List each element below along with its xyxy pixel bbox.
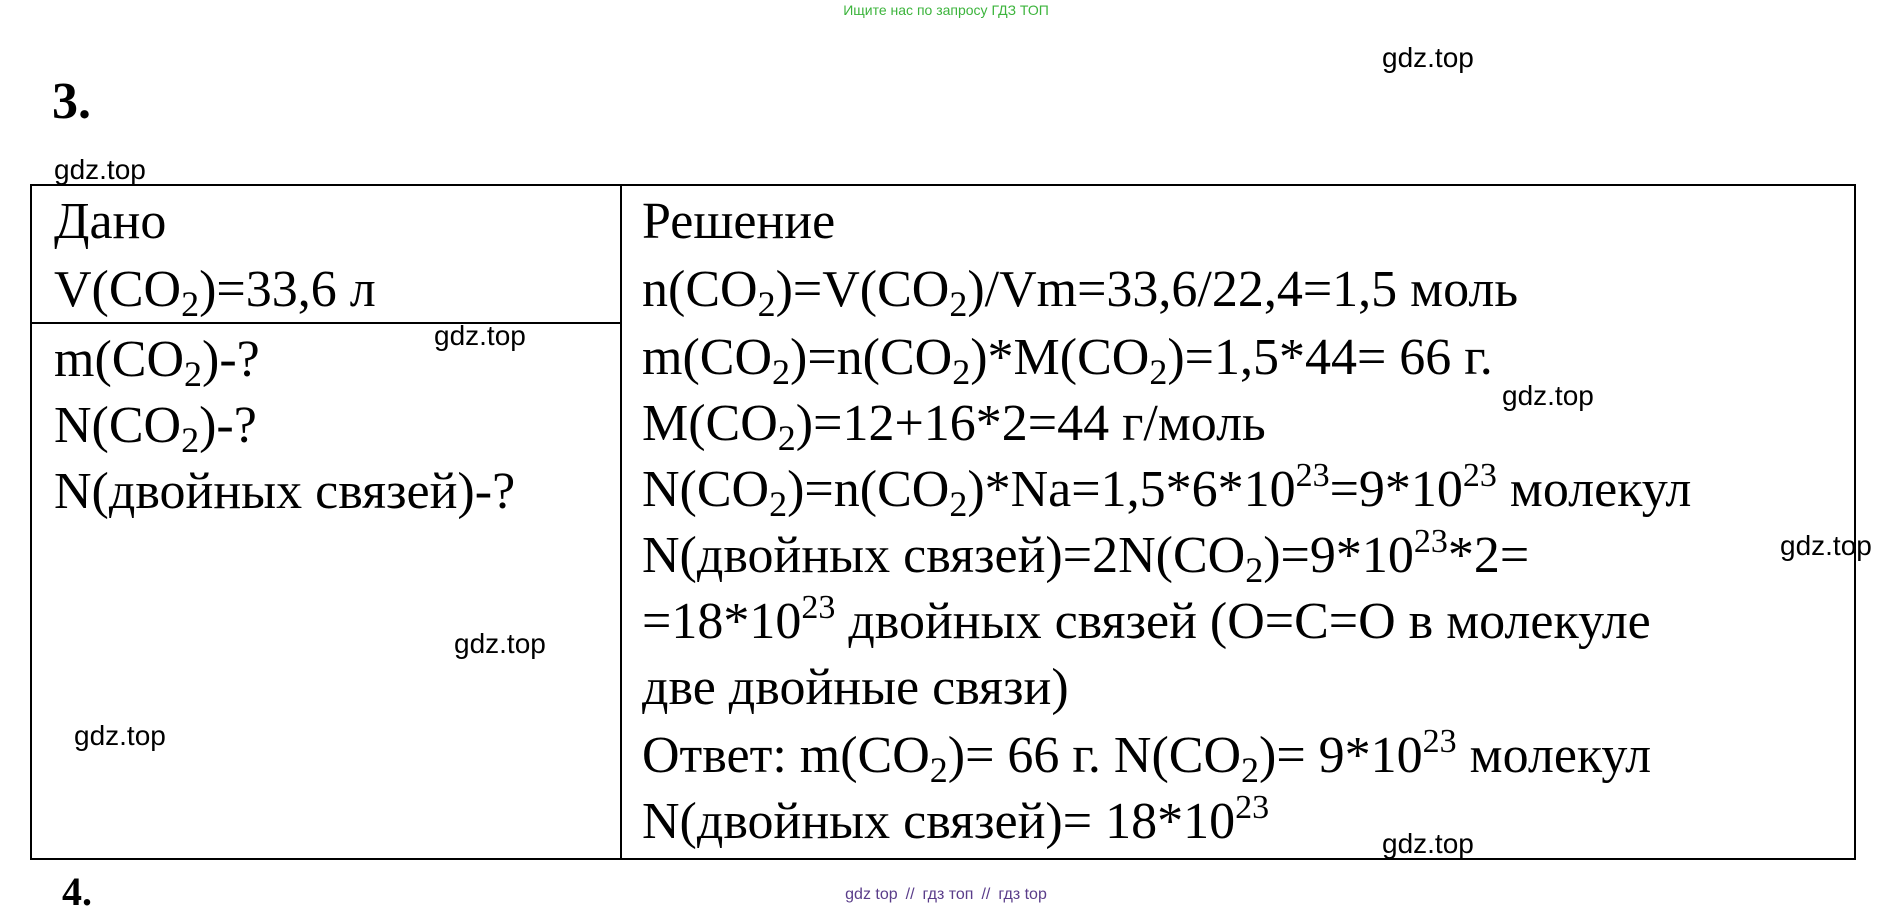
watermark: gdz.top [454, 628, 546, 659]
solution-line: $N(CO_2)=n(CO_2)*Na=1,5*6*10^{23}=9*10^{23}$ молекул [642, 457, 1692, 524]
given-volume: $V(CO_2)=33,6$ л [54, 261, 376, 324]
watermark: gdz.top [1382, 828, 1474, 859]
watermark: gdz.top [1502, 380, 1594, 411]
find-mass: $m(CO_2)-$? [54, 331, 260, 394]
answer-line: N(двойных связей)= $18*10^{23}$ [642, 789, 1270, 850]
top-banner: Ищите нас по запросу ГДЗ ТОП [843, 2, 1049, 18]
given-header: Дано [54, 193, 167, 250]
watermark: gdz.top [1382, 42, 1474, 73]
solution-line: две двойные связи) [642, 659, 1069, 716]
find-double-bonds: N(двойных связей)-? [54, 463, 516, 520]
watermark: gdz.top [1780, 530, 1872, 561]
solution-table [30, 184, 1856, 860]
column-divider [620, 186, 622, 858]
footer-link[interactable]: гдз топ [922, 886, 974, 903]
footer-links [0, 886, 1892, 904]
solution-header: Решение [642, 193, 836, 250]
footer-link[interactable]: гдз top [998, 886, 1047, 903]
solution-line: $m(CO_2)=n(CO_2)*M(CO_2)=1,5*44= 66$ г. [642, 329, 1493, 392]
solution-line: $M(CO_2)=12+16*2=44$ г/моль [642, 395, 1266, 458]
watermark: gdz.top [434, 320, 526, 351]
task-number: 3. [52, 73, 91, 130]
footer-separator: // [981, 886, 991, 903]
find-molecule-count: $N(CO_2)-$? [54, 397, 257, 460]
solution-line: N(двойных $связей)=2N(CO_2)=9*10^{23}*2=$ [642, 523, 1530, 590]
answer-line: Ответ: $m(CO_2)= 66$ г. $N(CO_2)= 9*10^{23}$ молекул [642, 723, 1652, 790]
watermark: gdz.top [54, 154, 146, 185]
footer-separator: // [905, 886, 915, 903]
solution-line: $n(CO_2)=V(CO_2)/Vm=33,6/22,4=1,5$ моль [642, 261, 1519, 324]
next-task-number: 4. [62, 869, 92, 914]
footer-link[interactable]: gdz top [845, 886, 898, 903]
solution-line: $=18*10^{23}$ двойных связей (O=C=O в молекуле [642, 589, 1651, 650]
watermark: gdz.top [74, 720, 166, 751]
